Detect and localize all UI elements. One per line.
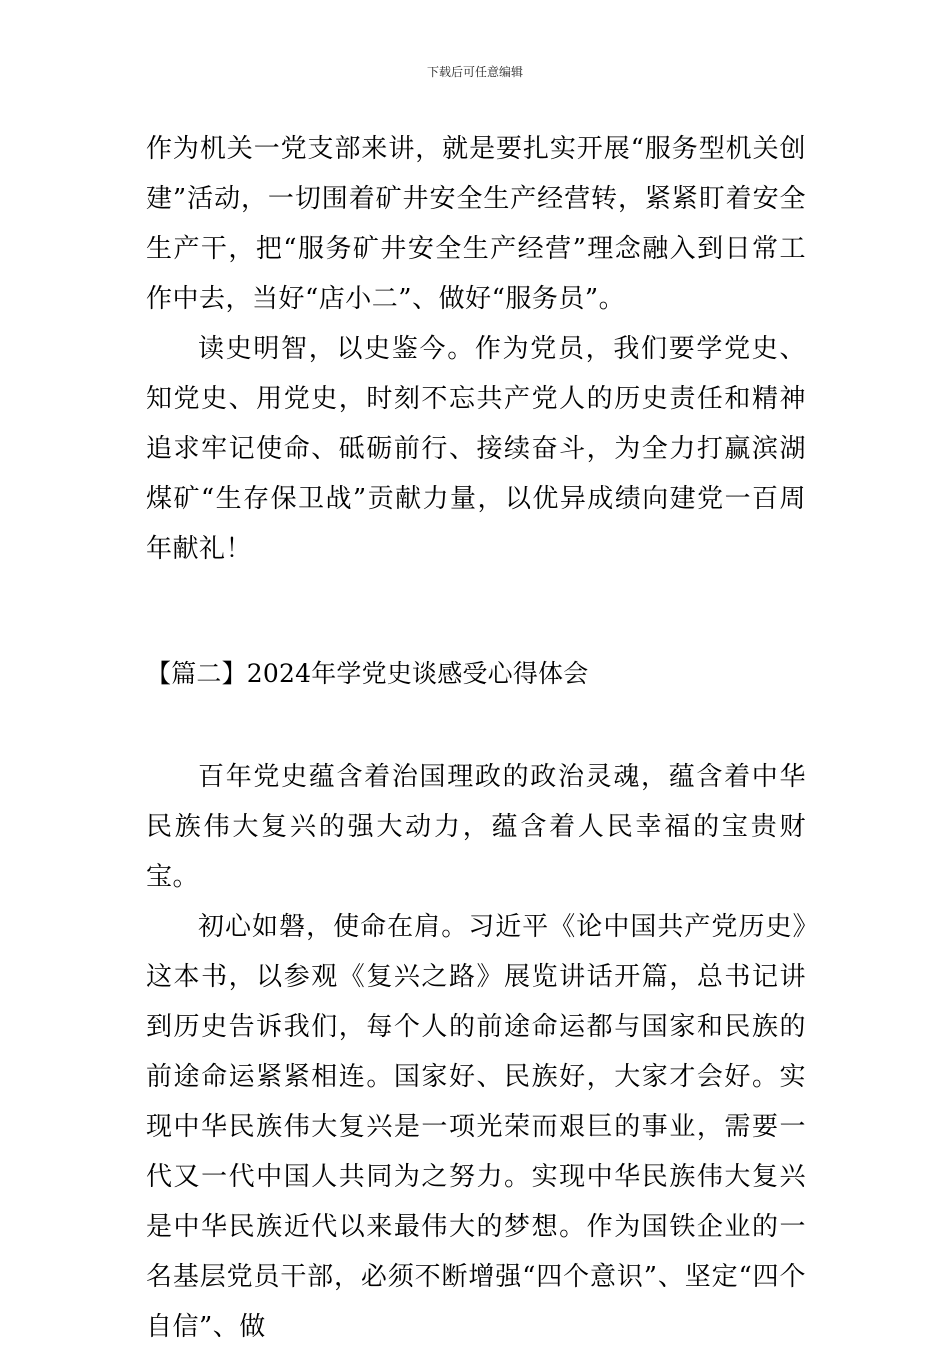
section-title: 【篇二】2024年学党史谈感受心得体会 [146, 659, 589, 688]
page-header: 下载后可任意编辑 [426, 65, 523, 79]
paragraph-original-mission: 初心如磐，使命在肩。习近平《论中国共产党历史》这本书，以参观《复兴之路》展览讲话开篇，总书记讲到历史告诉我们，每个人的前途命运都与国家和民族的前途命运紧紧相连。国家好、民族好，大家才会好。实现中华民族伟大复兴是一项光荣而艰巨的事业，需要一代又一代中国人共同为之努力。实现中华民族伟大复兴是中华民族近代以来最伟大的梦想。作为国铁企业的一名基层党员干部，必须不断增强“四个意识”、坚定“四个自信”、做 [146, 912, 806, 1342]
paragraph-century-history: 百年党史蕴含着治国理政的政治灵魂，蕴含着中华民族伟大复兴的强大动力，蕴含着人民幸福的宝贵财宝。 [146, 762, 806, 892]
paragraph-read-history: 读史明智，以史鉴今。作为党员，我们要学党史、知党史、用党史，时刻不忘共产党人的历史责任和精神追求牢记使命、砥砺前行、接续奋斗，为全力打赢滨湖煤矿“生存保卫战”贡献力量，以优异成绩向建党一百周年献礼！ [146, 334, 806, 564]
document-body [146, 124, 806, 1352]
paragraph-service-organ: 作为机关一党支部来讲，就是要扎实开展“服务型机关创建”活动，一切围着矿井安全生产经营转，紧紧盯着安全生产干，把“服务矿井安全生产经营”理念融入到日常工作中去，当好“店小二”、做好“服务员”。 [146, 134, 806, 314]
